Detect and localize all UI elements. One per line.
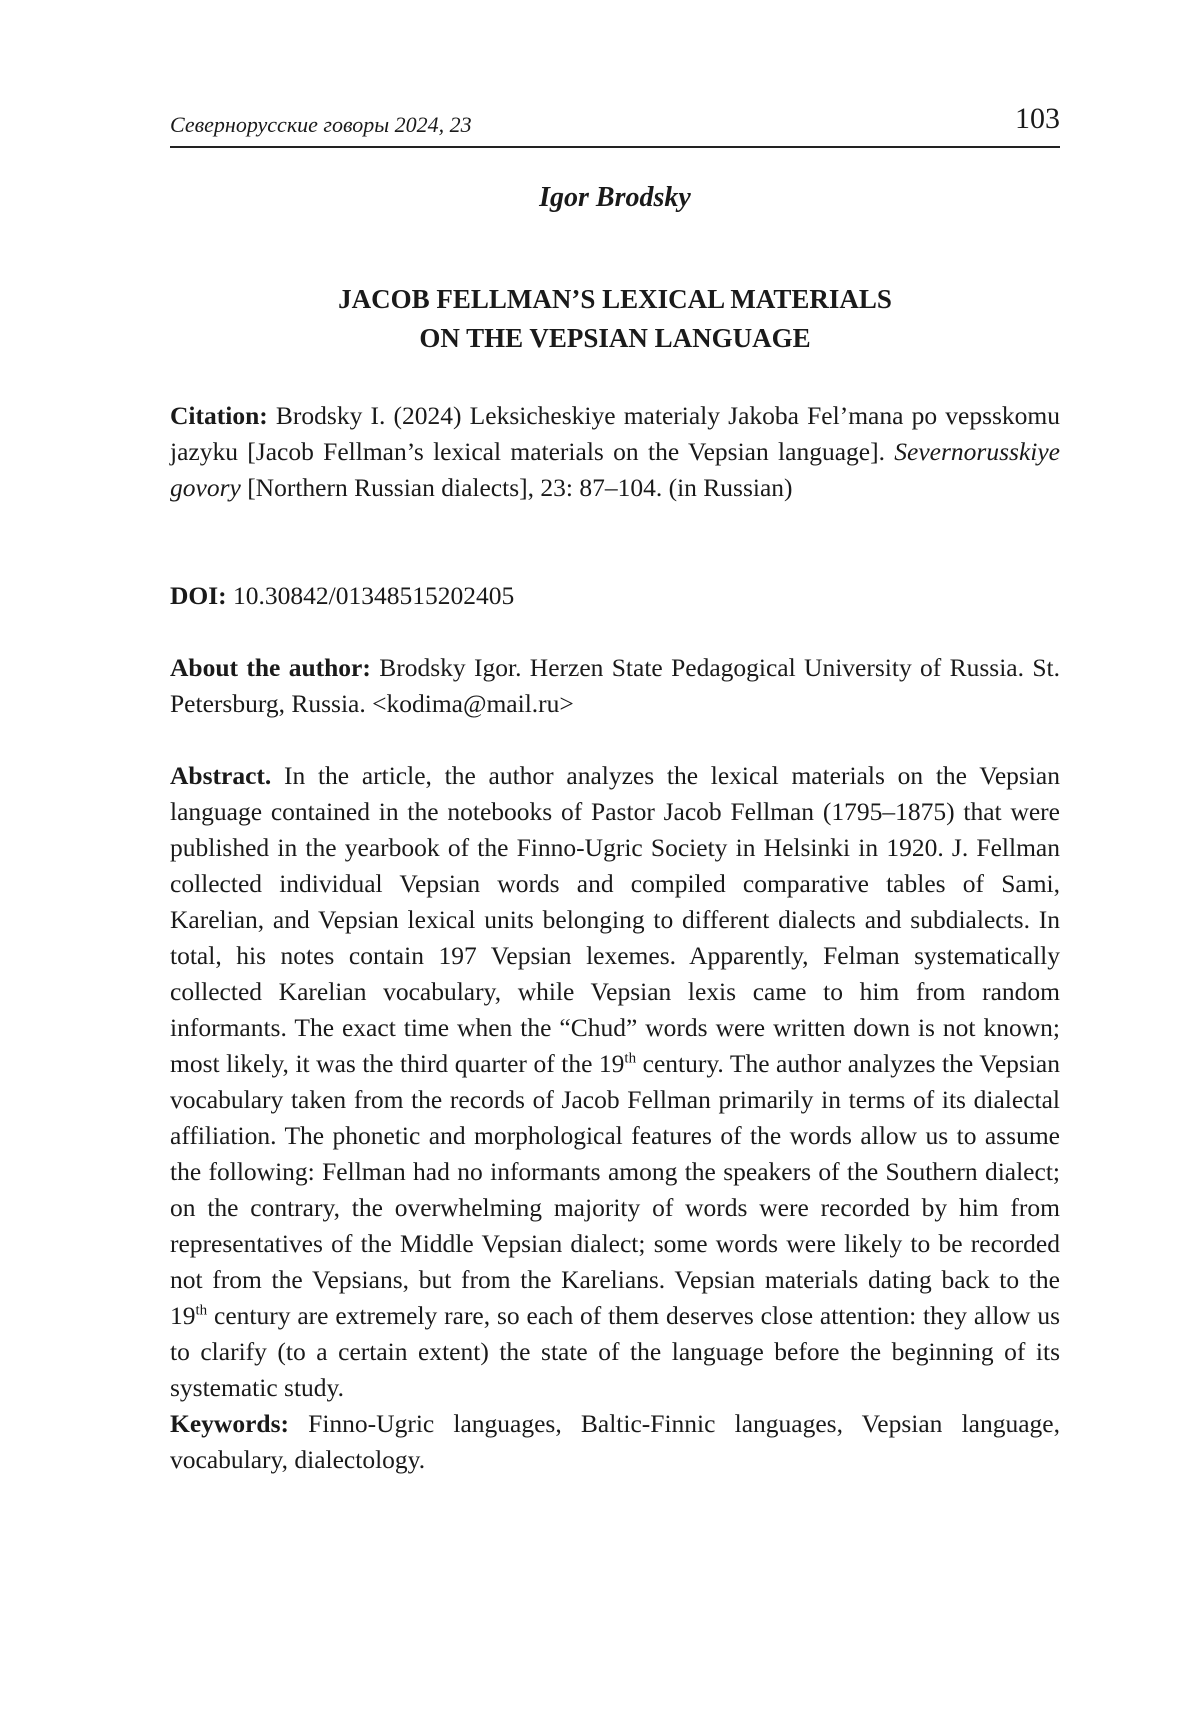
running-header (170, 100, 1060, 148)
article-title (170, 280, 1060, 358)
journal-title: Севернорусские говоры 2024, 23 (170, 112, 472, 137)
abstract-block (170, 758, 1060, 1478)
citation-text-end: [Northern Russian dialects], 23: 87–104. (in Russian) (240, 473, 793, 502)
about-author-block (170, 650, 1060, 722)
article-author: Igor Brodsky (539, 182, 691, 213)
about-label: About the author: (170, 653, 371, 682)
citation-label: Citation: (170, 401, 268, 430)
abstract-paragraph (170, 758, 1060, 1406)
abstract-text-3: century are extremely rare, so each of them deserves close attention: they allow us to clarify (to a certain extent) the state of the language before the beginning of its systematic study. (170, 1301, 1060, 1402)
ordinal-superscript: th (195, 1302, 208, 1319)
abstract-text-1: In the article, the author analyzes the lexical materials on the Vepsian language contained in the notebooks of Pastor Jacob Fellman (1795–1875) that were published in the yearbook of the Finno-Ugric Society in Helsinki in 1920. J. Fellman collected individual Vepsian words and compiled comparative tables of Sami, Karelian, and Vepsian lexical units belonging to different dialects and subdialects. In total, his notes contain 197 Vepsian lexemes. Apparently, Felman systematically collected Karelian vocabulary, while Vepsian lexis came to him from random informants. The exact time when the “Chud” words were written down is not known; most likely, it was the third quarter of the 19 (170, 761, 1060, 1078)
page-number: 103 (1015, 102, 1060, 135)
about-text: Brodsky Igor. Herzen State Pedagogical University of Russia. St. Petersburg, Russia. <kodima@mail.ru> (170, 653, 1060, 718)
citation-text: Brodsky I. (2024) Leksicheskiye materialy Jakoba Fel’mana po vepsskomu jazyku [Jacob Fellman’s lexical materials on the Vepsian language]. (170, 401, 1060, 466)
doi-label: DOI: (170, 581, 227, 610)
doi-block (170, 578, 1060, 614)
keywords-paragraph (170, 1406, 1060, 1478)
title-line-2: ON THE VEPSIAN LANGUAGE (419, 323, 811, 353)
keywords-text: Finno-Ugric languages, Baltic-Finnic languages, Vepsian language, vocabulary, dialectology. (170, 1409, 1060, 1474)
keywords-label: Keywords: (170, 1409, 289, 1438)
doi-value: 10.30842/01348515202405 (226, 581, 515, 610)
citation-journal: Severnorusskiye govory (170, 437, 1060, 502)
abstract-text-2: century. The author analyzes the Vepsian vocabulary taken from the records of Jacob Fellman primarily in terms of its dialectal affiliation. The phonetic and morphological features of the words allow us to assume the following: Fellman had no informants among the speakers of the Southern dialect; on the contrary, the overwhelming majority of words were recorded by him from representatives of the Middle Vepsian dialect; some words were likely to be recorded not from the Vepsians, but from the Karelians. Vepsian materials dating back to the 19 (170, 1049, 1061, 1330)
abstract-label: Abstract. (170, 761, 272, 790)
citation-block (170, 398, 1060, 506)
title-line-1: JACOB FELLMAN’S LEXICAL MATERIALS (338, 284, 892, 314)
ordinal-superscript: th (624, 1050, 637, 1067)
